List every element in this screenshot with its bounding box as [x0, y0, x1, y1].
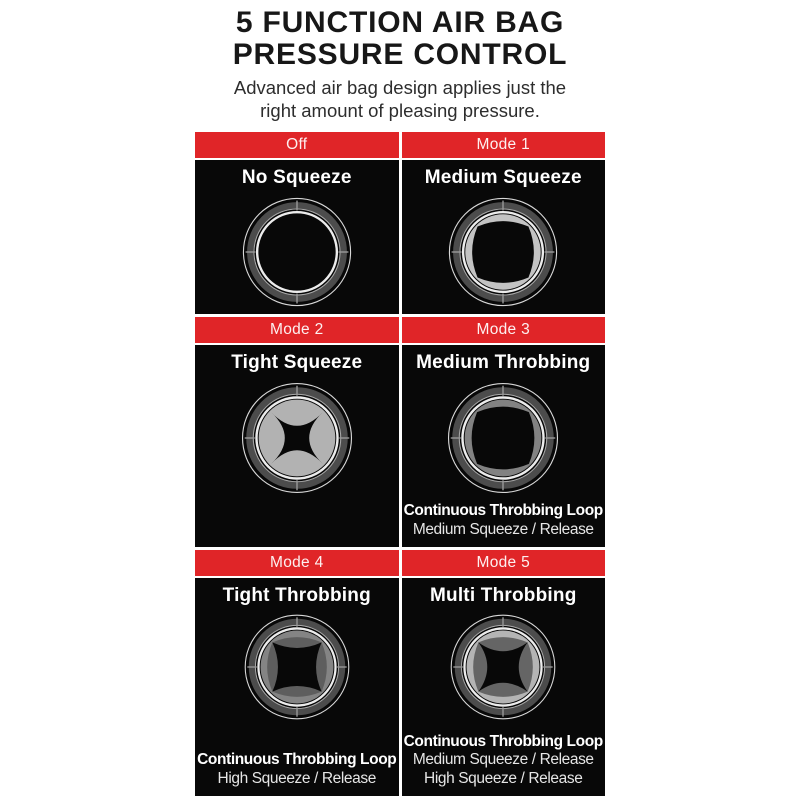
mode-badge: Mode 1: [402, 132, 606, 158]
mode-title: No Squeeze: [241, 166, 352, 188]
caption-line: High Squeeze / Release: [217, 769, 376, 787]
mode-caption: [197, 751, 396, 796]
title-line-1: 5 FUNCTION AIR BAG: [235, 6, 565, 39]
mode-badge: Mode 3: [402, 317, 606, 343]
mode-badge: Mode 5: [402, 550, 606, 576]
mode-body: [195, 578, 399, 796]
caption-line: Continuous Throbbing Loop: [403, 733, 603, 751]
mode-badge: Mode 4: [195, 550, 399, 576]
mode-caption: [404, 733, 603, 796]
page-title: [195, 7, 605, 71]
mode-body: [402, 160, 606, 314]
caption-line: Continuous Throbbing Loop: [197, 751, 397, 769]
airbag-ring-open-illustration: [237, 192, 357, 312]
mode-badge: Mode 2: [195, 317, 399, 343]
airbag-ring-tight-throbbing-illustration: [239, 609, 355, 725]
mode-grid: [195, 132, 605, 796]
caption-line: Continuous Throbbing Loop: [403, 502, 603, 520]
caption-line: Medium Squeeze / Release: [412, 751, 594, 769]
mode-title: Medium Throbbing: [416, 351, 591, 373]
title-line-2: PRESSURE CONTROL: [232, 37, 568, 71]
caption-line: Medium Squeeze / Release: [412, 520, 594, 538]
airbag-ring-medium-squeeze-illustration: [443, 192, 563, 312]
airbag-ring-medium-throbbing-illustration: [442, 377, 564, 499]
mode-cell-mode2: [195, 317, 399, 547]
page-subtitle: [195, 76, 605, 123]
caption-line: High Squeeze / Release: [424, 769, 583, 787]
subtitle-line-2: right amount of pleasing pressure.: [260, 100, 540, 122]
subtitle-line-1: Advanced air bag design applies just the: [233, 76, 567, 98]
mode-caption: [404, 502, 603, 547]
mode-cell-mode4: [195, 550, 399, 796]
mode-body: [195, 345, 399, 547]
mode-badge: Off: [195, 132, 399, 158]
mode-title: Multi Throbbing: [429, 584, 577, 606]
mode-cell-mode1: [402, 132, 606, 314]
mode-body: [195, 160, 399, 314]
airbag-ring-multi-throbbing-illustration: [445, 609, 561, 725]
mode-title: Tight Throbbing: [222, 584, 371, 606]
mode-body: [402, 345, 606, 547]
mode-cell-mode3: [402, 317, 606, 547]
mode-title: Medium Squeeze: [424, 166, 582, 188]
airbag-ring-tight-squeeze-illustration: [236, 377, 358, 499]
mode-body: [402, 578, 606, 796]
mode-title: Tight Squeeze: [231, 351, 363, 373]
mode-cell-mode5: [402, 550, 606, 796]
mode-cell-off: [195, 132, 399, 314]
infographic-poster: [195, 0, 605, 796]
